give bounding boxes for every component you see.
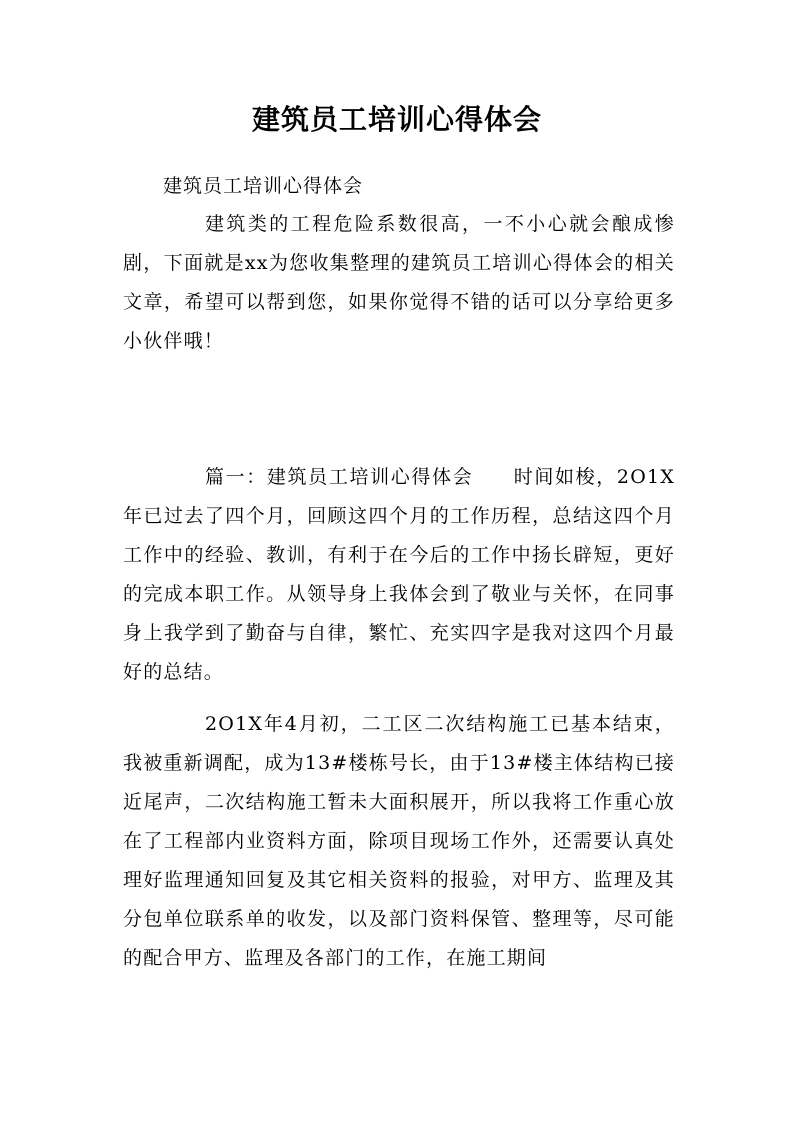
section-lead: 时间如梭， — [513, 466, 617, 488]
section-heading: 篇一：建筑员工培训心得体会 — [205, 466, 474, 488]
section-paragraph-2: 2O1X年4月初，二工区二次结构施工已基本结束，我被重新调配，成为13#楼栋号长，由于13#楼主体结构已接近尾声，二次结构施工暂未大面积展开，所以我将工作重心放在了工程部内业资料方面，除项目现场工作外，还需要认真处理好监理通知回复及其它相关资料的报验，对甲方、监理及其分包单位联系单的收发，以及部门资料保管、整理等，尽可能的配合甲方、监理及各部门的工作，在施工期间 — [123, 713, 675, 969]
section-paragraph-1 — [123, 458, 675, 692]
intro-paragraph: 建筑类的工程危险系数很高，一不小心就会酿成惨剧，下面就是xx为您收集整理的建筑员工培训心得体会的相关文章，希望可以帮到您，如果你觉得不错的话可以分享给更多小伙伴哦！ — [123, 213, 675, 352]
document-subtitle: 建筑员工培训心得体会 — [163, 175, 364, 197]
document-title: 建筑员工培训心得体会 — [251, 103, 542, 136]
section-body: 2O1X年已过去了四个月，回顾这四个月的工作历程，总结这四个月工作中的经验、教训，有利于在今后的工作中扬长辟短，更好的完成本职工作。从领导身上我体会到了敬业与关怀，在同事身上我学到了勤奋与自律，繁忙、充实四字是我对这四个月最好的总结。 — [123, 466, 675, 683]
